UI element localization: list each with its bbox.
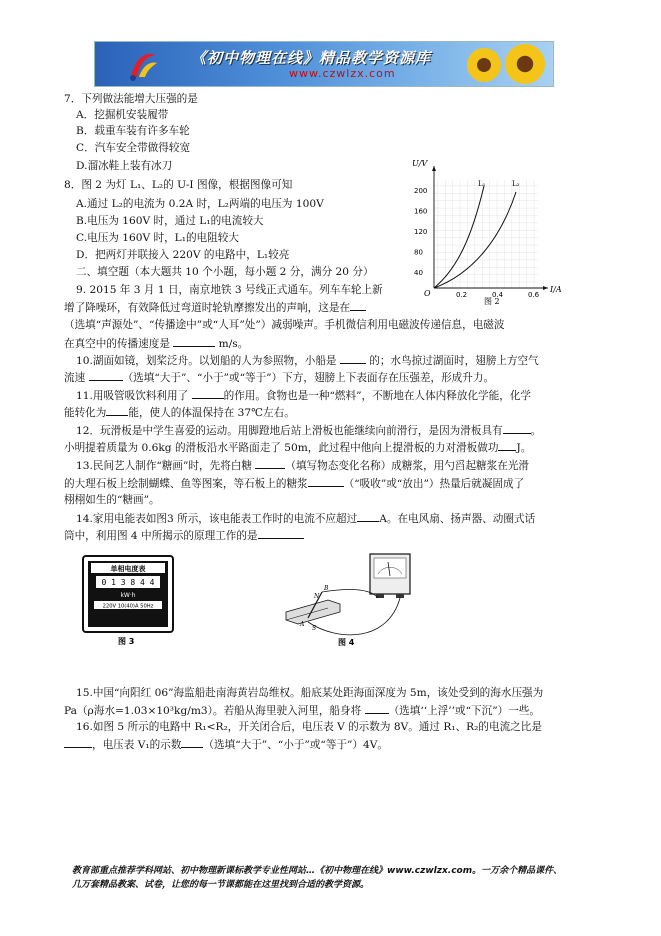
line-text: （填写物态变化名称）成糖浆，用勺舀起糖浆在光滑 xyxy=(285,460,530,472)
text-line xyxy=(64,300,366,315)
line-text: 的；水鸟掠过湖面时，翅膀上方空气 xyxy=(365,355,539,367)
answer-blank xyxy=(89,370,123,381)
text-line xyxy=(64,528,304,543)
line-text: 10.湖面如镜，划桨泛舟。以划船的人为参照物，小船是 xyxy=(76,355,340,367)
line-text: D.溜冰鞋上装有冰刀 xyxy=(76,160,173,172)
sunflower-icon xyxy=(467,48,501,82)
figure-4-induction-setup xyxy=(278,552,418,647)
text-line xyxy=(64,370,494,385)
line-text: 能转化为 xyxy=(64,407,107,419)
footer-line-1: 教育部重点推荐学科网站、初中物理新课标教学专业性网站…《初中物理在线》www.czwlzx.com。一万余个精品课件、 xyxy=(72,866,563,876)
series-label-l1: L₁ xyxy=(478,180,486,188)
answer-blank xyxy=(357,511,379,522)
line-text: C．汽车安全带做得较宽 xyxy=(76,142,191,154)
answer-blank xyxy=(106,405,128,416)
text-line xyxy=(64,92,198,106)
text-line xyxy=(76,197,324,211)
text-line xyxy=(64,476,524,491)
text-line xyxy=(76,423,541,438)
line-text: 流速 xyxy=(64,372,89,384)
figure-2-ui-graph xyxy=(408,156,562,306)
line-text: 13.民间艺人制作“糖画”时，先将白糖 xyxy=(76,460,256,472)
answer-blank xyxy=(181,737,203,748)
line-text: 栩栩如生的“糖画”。 xyxy=(64,494,160,506)
y-tick-label: 40 xyxy=(414,269,423,277)
line-text: J。 xyxy=(516,442,532,454)
line-text: 12．玩滑板是中学生喜爱的运动。用脚蹬地后站上滑板也能继续向前滑行，是因为滑板具有 xyxy=(76,425,503,437)
text-line xyxy=(76,231,239,245)
line-text: 小明提着质量为 0.6kg 的滑板沿水平路面走了 50m，此过程中他向上提滑板的力对滑板做功 xyxy=(64,442,499,454)
line-text: 16.如图 5 所示的电路中 R₁<R₂，开关闭合后，电压表 V 的示数为 8V。通过 R₁、R₂的电流之比是 xyxy=(76,721,542,733)
text-line xyxy=(76,214,264,228)
x-axis-label: I/A xyxy=(550,285,562,294)
sunflower-icon xyxy=(505,44,545,84)
series-label-l2: L₂ xyxy=(512,180,520,188)
line-text: （选填“大于”、“小于”或“等于”）4V。 xyxy=(203,739,389,751)
origin-label: O xyxy=(424,289,431,298)
header-banner xyxy=(94,41,554,87)
x-tick-label: 0.2 xyxy=(456,291,468,299)
text-line xyxy=(76,283,383,297)
line-text: 能，使人的体温保持在 37℃左右。 xyxy=(128,407,295,419)
y-tick-label: 80 xyxy=(414,248,423,257)
answer-blank xyxy=(308,476,344,487)
label-b: B xyxy=(324,585,329,592)
line-text: （选填“声源处”、“传播途中”或“人耳”处”）减弱噪声。手机微信利用电磁波传递信息，电磁波 xyxy=(64,319,505,331)
answer-blank xyxy=(64,737,92,748)
line-text: 的大理石板上绘制蝴蝶、鱼等图案，等石板上的糖浆 xyxy=(64,478,308,490)
text-line xyxy=(76,159,172,173)
text-line xyxy=(76,124,190,138)
answer-blank xyxy=(365,703,389,714)
line-text: A．挖掘机安装履带 xyxy=(76,109,169,121)
text-line xyxy=(76,248,289,262)
y-tick-label: 120 xyxy=(414,228,428,236)
text-line xyxy=(64,440,531,455)
figure-3-electric-meter xyxy=(82,555,174,645)
answer-blank xyxy=(192,388,224,399)
text-line xyxy=(76,720,542,734)
y-axis-label: U/V xyxy=(412,159,428,168)
text-line xyxy=(76,141,190,155)
line-text: （选填‘‘上浮’’或“下沉”）一些。 xyxy=(388,705,541,717)
text-line xyxy=(76,388,531,403)
line-text: ，电压表 V₁的示数 xyxy=(92,739,182,751)
line-text: 15.中国“向阳红 06”海监船赴南海黄岩岛维权。船底某处距海面深度为 5m，该处受到的海水压强为 xyxy=(76,687,544,699)
y-tick-label: 160 xyxy=(414,207,428,216)
text-line xyxy=(64,318,504,332)
line-text: 14.家用电能表如图3 所示，该电能表工作时的电流不应超过 xyxy=(76,513,358,525)
header-url: www.czwlzx.com xyxy=(289,67,396,80)
text-line xyxy=(76,108,168,122)
meter-unit: kW·h xyxy=(120,592,136,599)
line-text: Pa（ρ海水=1.03×10³kg/m3）。若船从海里驶入河里，船身将 xyxy=(64,705,365,717)
line-text: 9. 2015 年 3 月 1 日，南京地铁 3 号线正式通车。列车车轮上新 xyxy=(76,284,383,296)
text-line xyxy=(76,458,529,473)
answer-blank xyxy=(255,458,285,469)
answer-blank xyxy=(173,336,215,347)
text-line xyxy=(64,493,160,507)
line-text: 。 xyxy=(530,425,542,437)
text-line xyxy=(64,405,295,420)
text-line xyxy=(64,178,292,192)
line-text: C.电压为 160V 时，L₁的电阻较大 xyxy=(76,232,239,244)
text-line xyxy=(76,353,539,368)
line-text: A.通过 L₂的电流为 0.2A 时，L₂两端的电压为 100V xyxy=(76,198,324,210)
meter-title: 单相电度表 xyxy=(110,565,146,573)
line-text: D．把两灯并联接入 220V 的电路中，L₁较亮 xyxy=(76,249,290,261)
text-line xyxy=(64,336,248,351)
text-line xyxy=(64,703,540,718)
line-text: B.电压为 160V 时，通过 L₁的电流较大 xyxy=(76,215,264,227)
meter-digits: 0 1 3 8 4 4 xyxy=(101,578,155,587)
line-text: 在真空中的传播速度是 xyxy=(64,338,174,350)
line-text: 8．图 2 为灯 L₁、L₂的 U-I 图像，根据图像可知 xyxy=(64,179,293,191)
line-text: 增了降噪环，有效降低过弯道时轮轨摩擦发出的声响，这是在 xyxy=(64,302,351,314)
label-s: S xyxy=(312,625,317,632)
x-tick-label: 0.4 xyxy=(492,291,504,299)
figure-3-caption: 图 3 xyxy=(118,637,135,646)
line-text: （选填“大于”、“小于”或“等于”）下方，翅膀上下表面存在压强差，形成升力。 xyxy=(122,372,495,384)
y-tick-label: 200 xyxy=(414,187,428,195)
text-line xyxy=(76,511,535,526)
answer-blank xyxy=(350,300,366,311)
figure-4-caption: 图 4 xyxy=(338,638,355,647)
text-line xyxy=(76,265,374,279)
line-text: B．载重车装有许多车轮 xyxy=(76,125,190,137)
header-title: 《初中物理在线》精品教学资源库 xyxy=(191,49,432,67)
text-line xyxy=(76,686,543,700)
answer-blank xyxy=(498,440,516,451)
answer-blank xyxy=(340,353,366,364)
line-text: （“吸收”或“放出”）热量后就凝固成了 xyxy=(343,478,525,490)
answer-blank xyxy=(503,423,531,434)
answer-blank xyxy=(258,528,304,539)
site-logo-icon xyxy=(125,47,161,83)
line-text: 筒中，利用图 4 中所揭示的原理工作的是 xyxy=(64,530,258,542)
line-text: 二、填空题（本大题共 10 个小题，每小题 2 分，满分 20 分） xyxy=(76,266,374,278)
line-text: m/s。 xyxy=(215,338,249,350)
line-text: A。在电风扇、扬声器、动圈式话 xyxy=(379,513,536,525)
label-n: N xyxy=(314,593,320,600)
text-line xyxy=(64,737,388,752)
line-text: 的作用。食物也是一种“燃料”，不断地在人体内释放化学能，化学 xyxy=(223,390,532,402)
meter-rating: 220V 10(40)A 50Hz xyxy=(102,603,154,610)
figure-2-caption: 图 2 xyxy=(484,297,500,306)
x-tick-label: 0.6 xyxy=(528,291,540,299)
footer-line-2: 几万套精品教案、试卷，让您的每一节课都能在这里找到合适的教学资源。 xyxy=(72,880,370,890)
line-text: 7．下列做法能增大压强的是 xyxy=(64,93,198,105)
line-text: 11.用吸管吸饮料利用了 xyxy=(76,390,192,402)
label-a: A xyxy=(300,621,305,628)
